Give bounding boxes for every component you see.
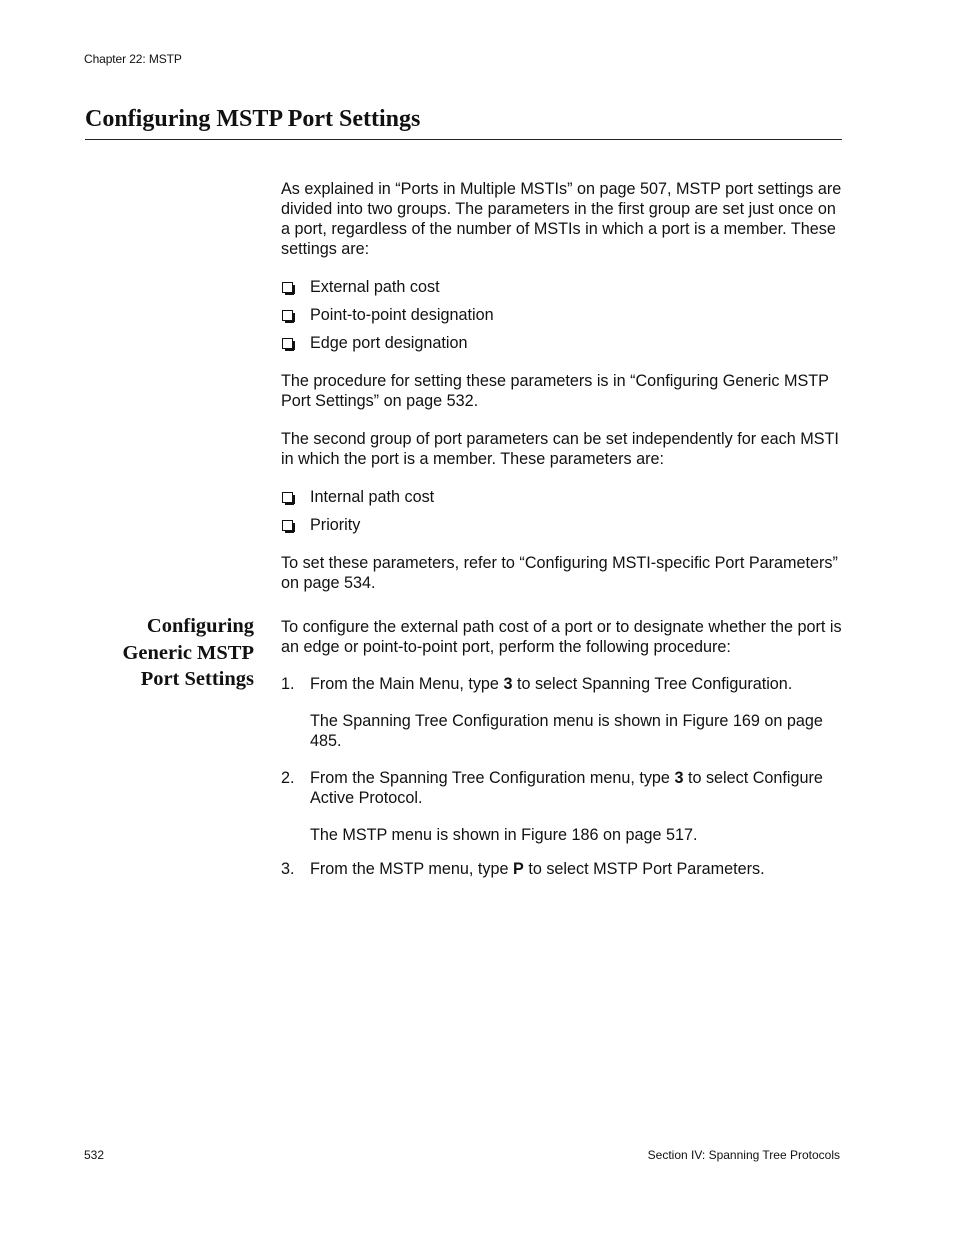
list-item: Point-to-point designation: [281, 305, 846, 333]
procedure-step: 1. From the Main Menu, type 3 to select Spanning Tree Configuration.: [281, 675, 793, 693]
list-item: Internal path cost: [281, 487, 846, 515]
running-footer: Section IV: Spanning Tree Protocols: [647, 1148, 840, 1162]
list-item: External path cost: [281, 277, 846, 305]
checkbox-bullet-icon: [282, 520, 293, 531]
intro-paragraph-2: The procedure for setting these parameters is in “Configuring Generic MSTP Port Settings” on page 532.: [281, 372, 829, 410]
intro-paragraph-4: To set these parameters, refer to “Configuring MSTI-specific Port Parameters” on page 534.: [281, 554, 838, 592]
list-item: Edge port designation: [281, 333, 846, 361]
settings-list-1: [281, 277, 846, 361]
intro-paragraph-1: As explained in “Ports in Multiple MSTIs” on page 507, MSTP port settings are divided into two groups. The parameters in the first group are set just once on a port, regardless of the number of MSTIs in which a port is a member. These settings are:: [281, 180, 842, 258]
section-heading: Configuring Generic MSTP Port Settings: [122, 615, 254, 690]
procedure-body: [281, 617, 846, 879]
procedure-intro: To configure the external path cost of a port or to designate whether the port is an edge or point-to-point port, perform the following procedure:: [281, 618, 842, 656]
intro-body: [281, 179, 846, 593]
list-item: Priority: [281, 515, 846, 543]
procedure-step: 3. From the MSTP menu, type P to select MSTP Port Parameters.: [281, 860, 765, 878]
step-note: The MSTP menu is shown in Figure 186 on page 517.: [310, 826, 698, 844]
running-header: Chapter 22: MSTP: [84, 52, 182, 66]
page-number: 532: [84, 1148, 105, 1162]
procedure-step: 2. From the Spanning Tree Configuration menu, type 3 to select Configure Active Protocol.: [281, 769, 823, 807]
step-note: The Spanning Tree Configuration menu is shown in Figure 169 on page 485.: [310, 712, 823, 750]
title-rule: [85, 139, 842, 140]
intro-paragraph-3: The second group of port parameters can be set independently for each MSTI in which the port is a member. These parameters are:: [281, 430, 839, 468]
checkbox-bullet-icon: [282, 310, 293, 321]
checkbox-bullet-icon: [282, 338, 293, 349]
checkbox-bullet-icon: [282, 282, 293, 293]
checkbox-bullet-icon: [282, 492, 293, 503]
settings-list-2: [281, 487, 846, 543]
page-title: Configuring MSTP Port Settings: [85, 106, 421, 132]
